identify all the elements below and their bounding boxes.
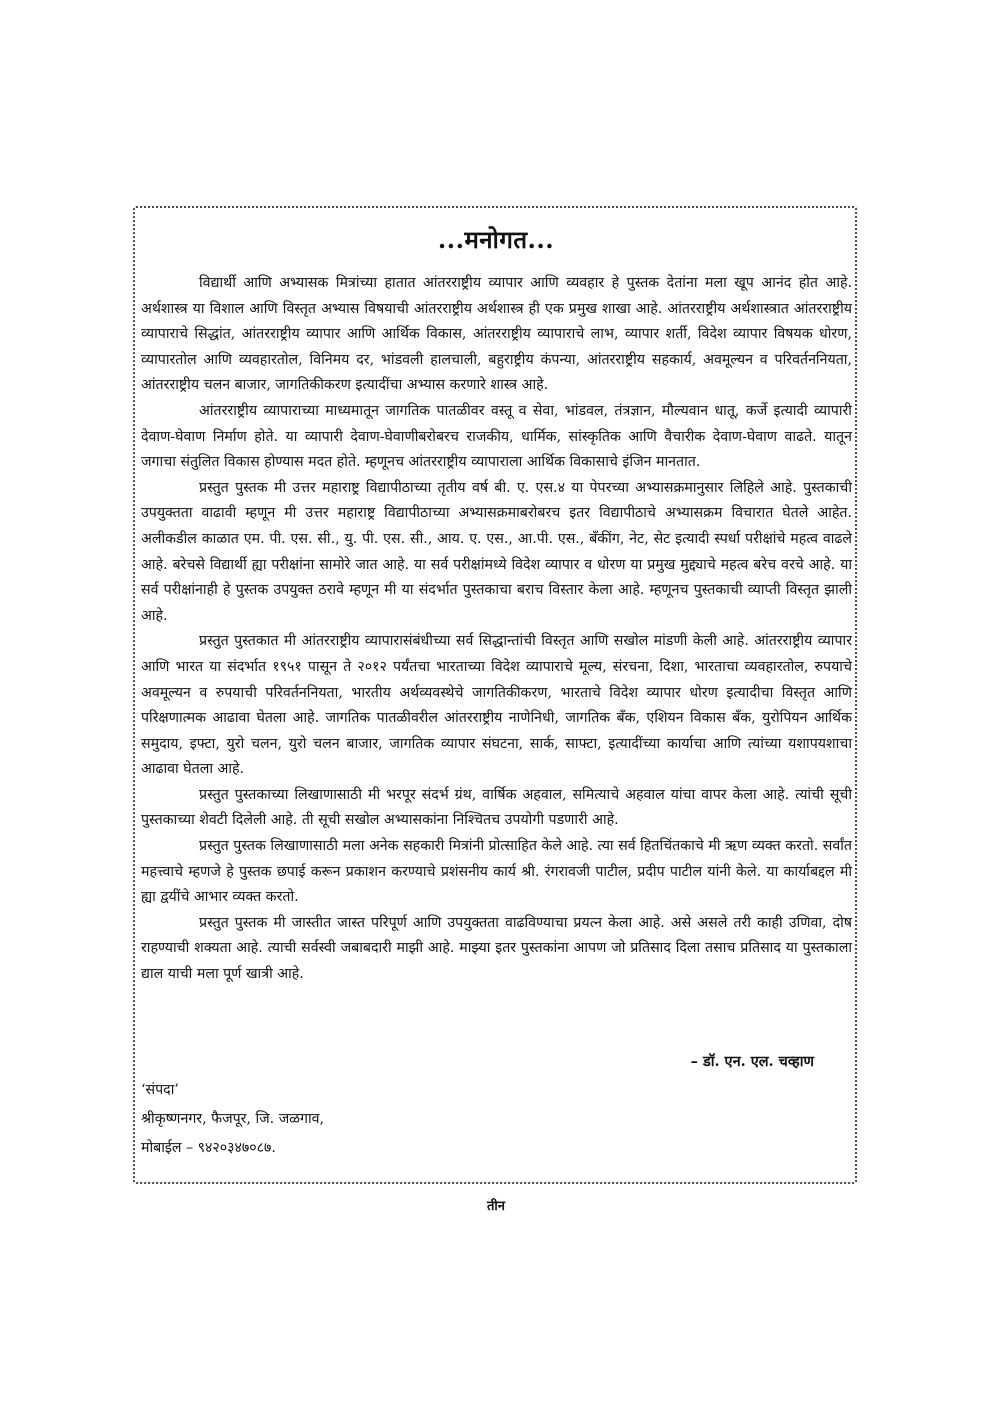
paragraph: प्रस्तुत पुस्तक मी उत्तर महाराष्ट्र विद्यापीठाच्या तृतीय वर्ष बी. ए. एस.४ या पेपरच्या अभ्यासक्रमानुसार लिहिले आहे. पुस्तकाची उपयुक्तता वाढावी म्हणून मी उत्तर महाराष्ट्र विद्यापीठाच्या अभ्यासक्रमाबरोबरच इतर विद्यापीठाचे अभ्यासक्रम विचारात घेतले आहेत. अलीकडील काळात एम. पी. एस. सी., यु. पी. एस. सी., आय. ए. एस., आ.पी. एस., बँकींग, नेट, सेट इत्यादी स्पर्धा परीक्षांचे महत्व वाढले आहे. बरेचसे विद्यार्थी ह्या परीक्षांना सामोरे जात आहे. या सर्व परीक्षांमध्ये विदेश व्यापार व धोरण या प्रमुख मुद्द्याचे महत्व बरेच वरचे आहे. या सर्व परीक्षांनाही हे पुस्तक उपयुक्त ठरावे म्हणून मी या संदर्भात पुस्तकाचा बराच विस्तार केला आहे. म्हणूनच पुस्तकाची व्याप्ती विस्तृत झाली आहे.	[141, 479, 852, 624]
author-signature: – डॉ. एन. एल. चव्हाण	[690, 1053, 814, 1070]
page-title: ...मनोगत...	[437, 225, 555, 254]
author-address	[141, 1076, 324, 1163]
address-line-house: ‘संपदा’	[141, 1082, 179, 1098]
paragraph: विद्यार्थी आणि अभ्यासक मित्रांच्या हातात आंतरराष्ट्रीय व्यापार आणि व्यवहार हे पुस्तक देतांना मला खूप आनंद होत आहे. अर्थशास्त्र या विशाल आणि विस्तृत अभ्यास विषयाची आंतरराष्ट्रीय अर्थशास्त्र ही एक प्रमुख शाखा आहे. आंतरराष्ट्रीय अर्थशास्त्रात आंतरराष्ट्रीय व्यापाराचे सिद्धांत, आंतरराष्ट्रीय व्यापार आणि आर्थिक विकास, आंतरराष्ट्रीय व्यापाराचे लाभ, व्यापार शर्ती, विदेश व्यापार विषयक धोरण, व्यापारतोल आणि व्यवहारतोल, विनिमय दर, भांडवली हालचाली, बहुराष्ट्रीय कंपन्या, आंतरराष्ट्रीय सहकार्य, अवमूल्यन व परिवर्तननियता, आंतरराष्ट्रीय चलन बाजार, जागतिकीकरण इत्यादींचा अभ्यास करणारे शास्त्र आहे.	[141, 275, 852, 394]
preface-body	[141, 271, 852, 988]
paragraph: प्रस्तुत पुस्तकाच्या लिखाणासाठी मी भरपूर संदर्भ ग्रंथ, वार्षिक अहवाल, समित्याचे अहवाल यांचा वापर केला आहे. त्यांची सूची पुस्तकाच्या शेवटी दिलेली आहे. ती सूची सखोल अभ्यासकांना निश्चितच उपयोगी पडणारी आहे.	[141, 786, 852, 829]
address-line-locality: श्रीकृष्णनगर, फैजपूर, जि. जळगाव,	[141, 1111, 325, 1127]
paragraph: प्रस्तुत पुस्तक मी जास्तीत जास्त परिपूर्ण आणि उपयुक्तता वाढविण्याचा प्रयत्न केला आहे. असे असले तरी काही उणिवा, दोष राहण्याची शक्यता आहे. त्याची सर्वस्वी जबाबदारी माझी आहे. माझ्या इतर पुस्तकांना आपण जो प्रतिसाद दिला तसाच प्रतिसाद या पुस्तकाला द्याल याची मला पूर्ण खात्री आहे.	[141, 914, 852, 983]
paragraph: आंतरराष्ट्रीय व्यापाराच्या माध्यमातून जागतिक पातळीवर वस्तू व सेवा, भांडवल, तंत्रज्ञान, मौल्यवान धातू, कर्जे इत्यादी व्यापारी देवाण-घेवाण निर्माण होते. या व्यापारी देवाण-घेवाणीबरोबरच राजकीय, धार्मिक, सांस्कृतिक आणि वैचारीक देवाण-घेवाण वाढते. यातून जगाचा संतुलित विकास होण्यास मदत होते. म्हणूनच आंतरराष्ट्रीय व्यापाराला आर्थिक विकासाचे इंजिन मानतात.	[141, 402, 852, 471]
address-line-mobile: मोबाईल – ९४२०३४७०८७.	[141, 1140, 276, 1156]
page-number: तीन	[487, 1199, 505, 1214]
paragraph: प्रस्तुत पुस्तक लिखाणासाठी मला अनेक सहकारी मित्रांनी प्रोत्साहित केले आहे. त्या सर्व हितचिंतकाचे मी ऋण व्यक्त करतो. सर्वांत महत्त्वाचे म्हणजे हे पुस्तक छपाई करून प्रकाशन करण्याचे प्रशंसनीय कार्य श्री. रंगरावजी पाटील, प्रदीप पाटील यांनी केले. या कार्याबद्दल मी ह्या द्वयींचे आभार व्यक्त करतो.	[141, 838, 852, 906]
paragraph: प्रस्तुत पुस्तकात मी आंतरराष्ट्रीय व्यापारासंबंधीच्या सर्व सिद्धान्तांची विस्तृत आणि सखोल मांडणी केली आहे. आंतरराष्ट्रीय व्यापार आणि भारत या संदर्भात १९५१ पासून ते २०१२ पर्यंतचा भारताच्या विदेश व्यापाराचे मूल्य, संरचना, दिशा, भारताचा व्यवहारतोल, रुपयाचे अवमूल्यन व रुपयाची परिवर्तननियता, भारतीय अर्थव्यवस्थेचे जागतिकीकरण, भारताचे विदेश व्यापार धोरण इत्यादीचा विस्तृत आणि परिक्षणात्मक आढावा घेतला आहे. जागतिक पातळीवरील आंतरराष्ट्रीय नाणेनिधी, जागतिक बँक, एशियन विकास बँक, युरोपियन आर्थिक समुदाय, इफ्टा, युरो चलन, युरो चलन बाजार, जागतिक व्यापार संघटना, सार्क, साफ्टा, इत्यादींच्या कार्याचा आणि त्यांच्या यशापयशाचा आढावा घेतला आहे.	[141, 633, 852, 778]
